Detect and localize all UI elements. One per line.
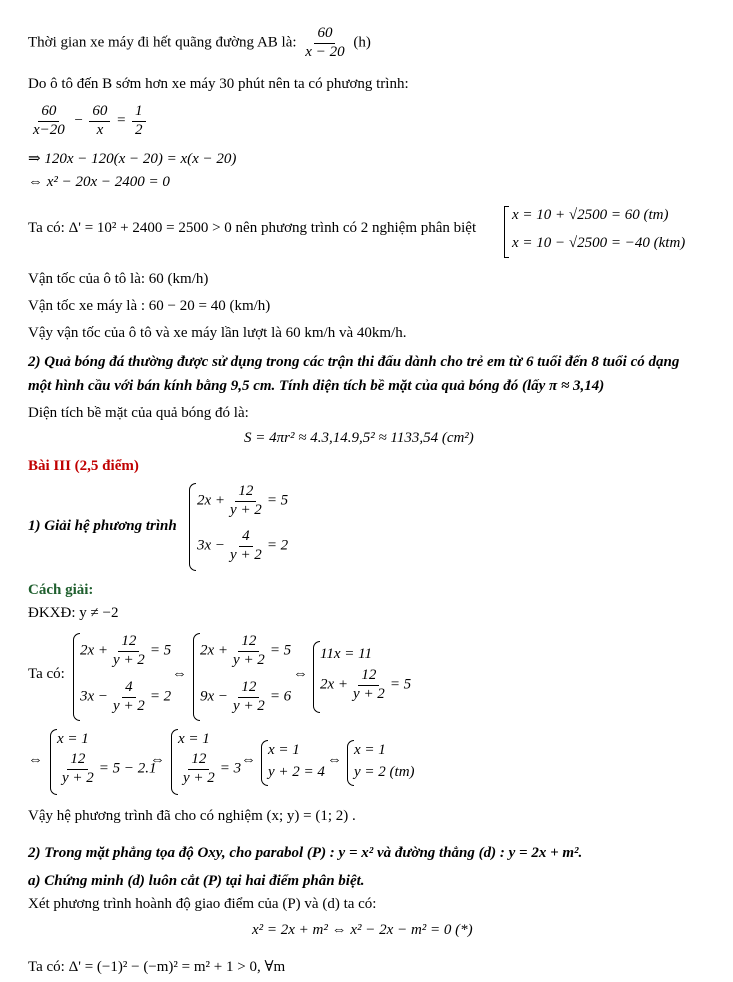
fraction — [110, 680, 148, 715]
fraction — [110, 634, 148, 669]
fraction — [230, 634, 268, 669]
fraction-denominator: y + 2 — [233, 651, 265, 668]
section-title: Bài III (2,5 điểm) — [28, 458, 139, 474]
fraction — [89, 104, 110, 139]
system-row: x = 1 — [268, 742, 300, 758]
fraction-denominator: y + 2 — [230, 501, 262, 518]
term: = 5 − 2.1 — [98, 760, 157, 777]
intersection-equation: x² = 2x + m² ⇔ x² − 2x − m² = 0 (*) — [252, 922, 473, 938]
term: = 6 — [269, 688, 292, 705]
equation-2: ⇒ 120x − 120(x − 20) = x(x − 20) — [28, 151, 237, 167]
term: 2x + — [320, 676, 349, 693]
brace-symbol — [193, 633, 200, 721]
term: = 5 — [389, 676, 412, 693]
fraction-numerator: 12 — [238, 634, 259, 652]
term: 2x + — [80, 642, 109, 659]
fraction-denominator: y + 2 — [113, 697, 145, 714]
fraction-denominator: x − 20 — [305, 43, 345, 60]
speed-conclusion: Vậy vận tốc của ô tô và xe máy lần lượt là 60 km/h và 40km/h. — [28, 325, 407, 341]
solution-label: Cách giải: — [28, 582, 94, 598]
system-row — [200, 634, 291, 669]
fraction-numerator: 4 — [122, 680, 136, 698]
system-row — [57, 752, 157, 787]
fraction-denominator: y + 2 — [353, 685, 385, 702]
question-2-line-2: một hình cầu với bán kính bằng 9,5 cm. Tính diện tích bề mặt của quả bóng đó (lấy π ≈ 3,14) — [28, 378, 605, 394]
fraction-numerator: 12 — [188, 752, 209, 770]
fraction-numerator: 12 — [235, 484, 256, 502]
fraction-numerator: 1 — [132, 104, 146, 122]
question-2a: a) Chứng minh (d) luôn cắt (P) tại hai điểm phân biệt. — [28, 873, 365, 889]
system-row: x = 1 — [178, 731, 210, 747]
moto-speed: Vận tốc xe máy là : 60 − 20 = 40 (km/h) — [28, 298, 271, 314]
moto-time-fraction — [302, 26, 347, 61]
fraction-numerator: 60 — [314, 26, 335, 44]
ta-co-label: Ta có: — [28, 666, 65, 682]
term: = 5 — [266, 492, 289, 509]
iff-symbol: ⇔ — [241, 752, 256, 768]
term: 2x + — [197, 492, 226, 509]
question-2: 2) Trong mặt phẳng tọa độ Oxy, cho parabol (P) : y = x² và đường thẳng (d) : y = 2x + m². — [28, 845, 583, 861]
system-row — [80, 680, 171, 715]
root-2: x = 10 − √2500 = −40 (ktm) — [512, 235, 686, 251]
iff-symbol: ⇔ — [150, 752, 165, 768]
iff-symbol: ⇔ — [28, 752, 43, 768]
brace-symbol — [189, 483, 196, 571]
term: 3x − — [197, 537, 226, 554]
fraction — [59, 752, 97, 787]
brace-symbol — [261, 740, 268, 786]
system-row: x = 1 — [354, 742, 386, 758]
question-2-line-1: 2) Quả bóng đá thường được sử dụng trong các trận thi đấu dành cho trẻ em từ 6 tuổi đến 8 tuổi có dạng — [28, 354, 680, 370]
iff-symbol: ⇔ — [293, 666, 308, 682]
system-row-1 — [197, 484, 288, 519]
brace-symbol — [50, 729, 57, 795]
delta-text: Ta có: Δ' = 10² + 2400 = 2500 > 0 nên phương trình có 2 nghiệm phân biệt — [28, 220, 477, 236]
area-formula: S = 4πr² ≈ 4.3,14.9,5² ≈ 1133,54 (cm²) — [244, 430, 474, 446]
fraction-numerator: 12 — [238, 680, 259, 698]
fraction — [180, 752, 218, 787]
brace-symbol — [313, 641, 320, 713]
fraction-denominator: 2 — [135, 121, 143, 138]
delta-line: Ta có: Δ' = (−1)² − (−m)² = m² + 1 > 0, ∀m — [28, 959, 286, 975]
term: 2x + — [200, 642, 229, 659]
bracket-symbol — [504, 206, 509, 258]
brace-symbol — [73, 633, 80, 721]
system-row-2 — [197, 529, 288, 564]
fraction-numerator: 12 — [358, 668, 379, 686]
term: = 2 — [266, 537, 289, 554]
brace-symbol — [347, 740, 354, 786]
moto-time-line — [28, 26, 371, 61]
brace-symbol — [171, 729, 178, 795]
fraction — [132, 104, 146, 139]
iff-symbol: ⇔ — [327, 752, 342, 768]
fraction-denominator: y + 2 — [230, 546, 262, 563]
system-row — [80, 634, 171, 669]
operator: = — [116, 112, 127, 129]
fraction-numerator: 12 — [67, 752, 88, 770]
fraction — [230, 680, 268, 715]
fraction-denominator: x — [96, 121, 104, 138]
fraction-numerator: 60 — [38, 104, 59, 122]
fraction — [227, 484, 265, 519]
term: = 5 — [269, 642, 292, 659]
equation-3: ⇔ x² − 20x − 2400 = 0 — [28, 174, 170, 190]
term: = 2 — [149, 688, 172, 705]
term: = 5 — [149, 642, 172, 659]
fraction-denominator: y + 2 — [113, 651, 145, 668]
system-row — [320, 668, 411, 703]
system-row: 11x = 11 — [320, 646, 373, 662]
condition-text: Do ô tô đến B sớm hơn xe máy 30 phút nên ta có phương trình: — [28, 76, 409, 92]
moto-time-label: Thời gian xe máy đi hết quãng đường AB là: — [28, 34, 297, 51]
fraction — [30, 104, 68, 139]
question-1-label: 1) Giải hệ phương trình — [28, 518, 177, 534]
fraction-denominator: y + 2 — [233, 697, 265, 714]
fraction-numerator: 12 — [118, 634, 139, 652]
root-1: x = 10 + √2500 = 60 (tm) — [512, 207, 669, 223]
fraction-numerator: 4 — [239, 529, 253, 547]
operator: − — [73, 112, 84, 129]
system-row: y = 2 (tm) — [354, 764, 415, 780]
fraction — [227, 529, 265, 564]
fraction-denominator: x−20 — [33, 121, 65, 138]
system-row — [178, 752, 241, 787]
fraction — [350, 668, 388, 703]
car-speed: Vận tốc của ô tô là: 60 (km/h) — [28, 271, 209, 287]
term: 9x − — [200, 688, 229, 705]
condition-dkxd: ĐKXĐ: y ≠ −2 — [28, 605, 119, 621]
fraction-denominator: y + 2 — [183, 769, 215, 786]
area-label: Diện tích bề mặt của quả bóng đó là: — [28, 405, 249, 421]
term: 3x − — [80, 688, 109, 705]
unit-text: (h) — [353, 34, 371, 51]
question-2a-intro: Xét phương trình hoành độ giao điểm của (P) và (d) ta có: — [28, 896, 377, 912]
system-row: x = 1 — [57, 731, 89, 747]
system-conclusion: Vậy hệ phương trình đã cho có nghiệm (x; y) = (1; 2) . — [28, 808, 356, 824]
system-row — [200, 680, 291, 715]
fraction-denominator: y + 2 — [62, 769, 94, 786]
iff-symbol: ⇔ — [172, 666, 187, 682]
fraction-numerator: 60 — [89, 104, 110, 122]
equation-1 — [28, 104, 148, 139]
term: = 3 — [219, 760, 242, 777]
system-row: y + 2 = 4 — [268, 764, 325, 780]
